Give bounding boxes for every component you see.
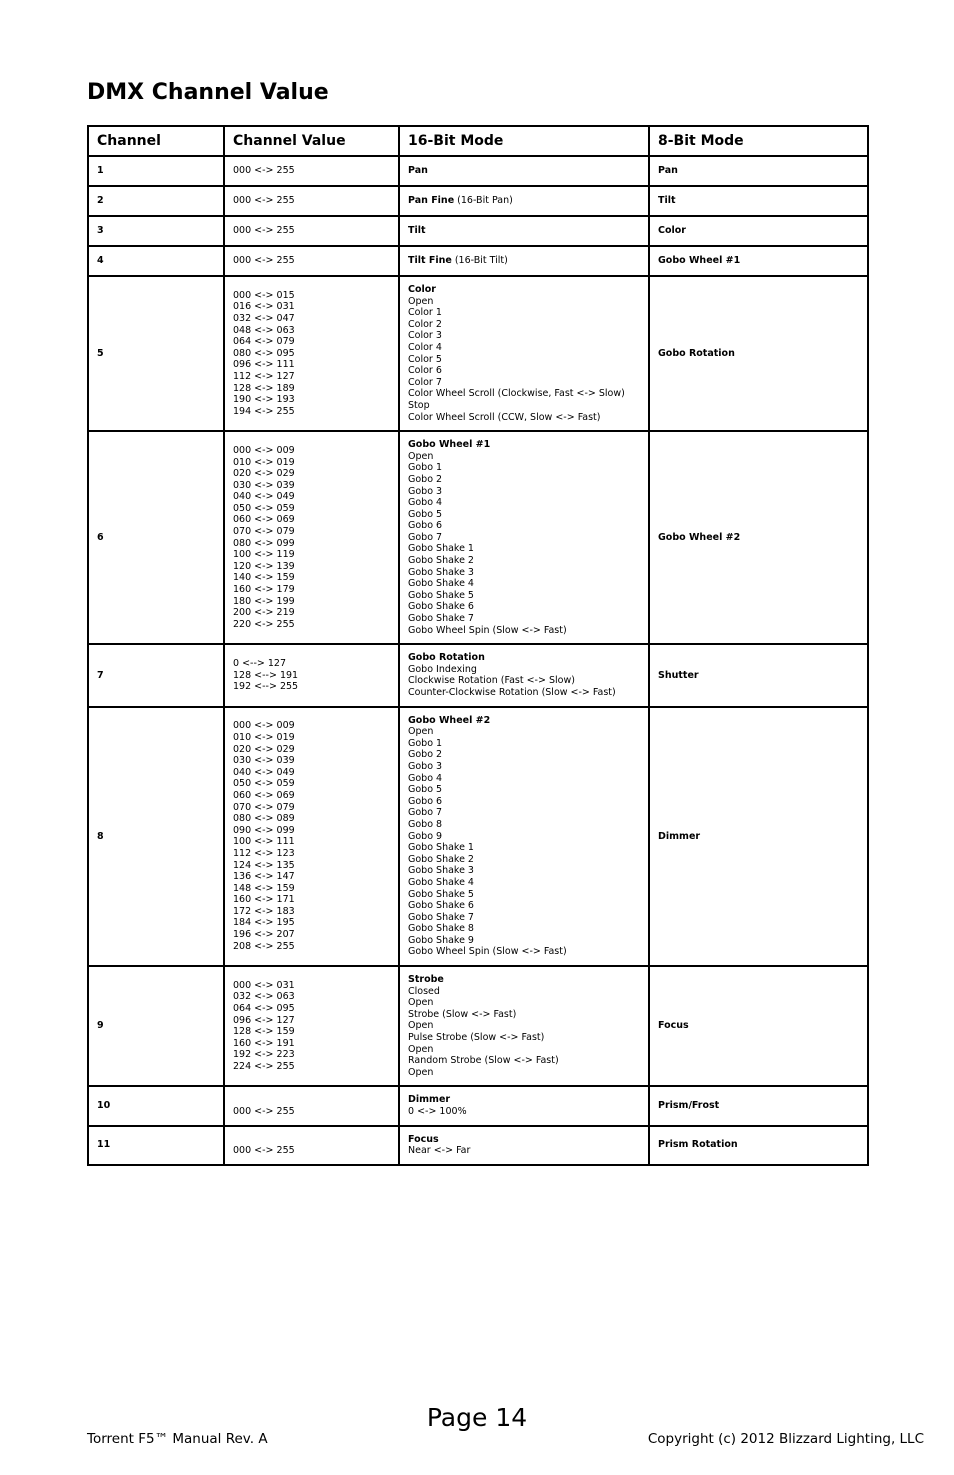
table-row [88,276,868,431]
mode-16bit-option: Gobo 4 [408,497,443,509]
table-body [88,156,868,1165]
channel-value-range: 208 <-> 255 [233,940,295,952]
mode-16bit-heading: Pan Fine [408,195,455,207]
table-row [88,644,868,706]
mode-16bit-heading: Tilt Fine [408,255,452,267]
channel-value-range: 070 <-> 079 [233,801,295,813]
mode-16bit-cell [399,1086,649,1125]
mode-16bit-cell [399,966,649,1086]
mode-16bit-option: Gobo 1 [408,462,443,474]
channel-value-range: 112 <-> 123 [233,847,295,859]
mode-16bit-option: Color Wheel Scroll (CCW, Slow <-> Fast) [408,411,601,423]
mode-16bit-note: (16-Bit Pan) [454,195,513,207]
mode-16bit-cell [399,1126,649,1165]
table-row [88,1086,868,1125]
channel-number-cell: 7 [88,644,224,706]
table-row [88,1126,868,1165]
channel-value-range: 096 <-> 111 [233,359,295,371]
channel-value-range: 032 <-> 063 [233,991,295,1003]
table-row [88,246,868,276]
mode-16bit-option: Gobo Shake 8 [408,923,474,935]
mode-16bit-option: Gobo Wheel Spin (Slow <-> Fast) [408,624,567,636]
channel-value-range: 064 <-> 079 [233,336,295,348]
channel-value-range: 192 <--> 255 [233,681,299,693]
mode-8bit-cell: Shutter [649,644,868,706]
channel-value-range: 000 <-> 031 [233,979,295,991]
mode-8bit-cell: Color [649,216,868,246]
mode-16bit-line [408,195,640,207]
mode-16bit-option: Gobo 7 [408,531,443,543]
mode-16bit-option: Color 1 [408,307,442,319]
channel-value-range: 080 <-> 089 [233,813,295,825]
channel-value-cell [224,186,399,216]
table-header-row [88,126,868,156]
channel-value-range: 128 <--> 191 [233,669,299,681]
channel-value-range: 196 <-> 207 [233,929,295,941]
mode-16bit-heading: Dimmer [408,1094,451,1106]
channel-number-cell: 10 [88,1086,224,1125]
channel-value-range: 220 <-> 255 [233,618,295,630]
mode-8bit-cell: Gobo Wheel #1 [649,246,868,276]
channel-value-range: 020 <-> 029 [233,468,295,480]
channel-value-cell [224,431,399,644]
channel-number-cell: 6 [88,431,224,644]
mode-16bit-option: Open [408,295,434,307]
mode-16bit-option: Gobo 6 [408,520,443,532]
channel-value-range: 064 <-> 095 [233,1003,295,1015]
mode-16bit-heading: Gobo Wheel #1 [408,439,491,451]
mode-16bit-option: Open [408,997,434,1009]
mode-16bit-option: Gobo Shake 4 [408,876,474,888]
channel-value-range: 194 <-> 255 [233,405,295,417]
mode-16bit-option: Color 6 [408,365,442,377]
channel-number-cell: 9 [88,966,224,1086]
channel-value-range: 060 <-> 069 [233,789,295,801]
mode-16bit-heading: Focus [408,1133,439,1145]
mode-16bit-note: (16-Bit Tilt) [451,255,508,267]
header-8bit-mode: 8-Bit Mode [649,126,868,156]
channel-value-range: 010 <-> 019 [233,731,295,743]
mode-8bit-cell: Tilt [649,186,868,216]
mode-16bit-option: Counter-Clockwise Rotation (Slow <-> Fast) [408,687,616,698]
channel-value-range: 090 <-> 099 [233,824,295,836]
channel-value-cell [224,707,399,966]
channel-value-range: 184 <-> 195 [233,917,295,929]
channel-value-range: 000 <-> 009 [233,720,295,732]
mode-16bit-option: Gobo Shake 5 [408,888,474,900]
mode-16bit-option: Open [408,450,434,462]
mode-16bit-option: Clockwise Rotation (Fast <-> Slow) [408,675,575,687]
mode-16bit-option: Gobo Shake 6 [408,601,474,613]
header-channel: Channel [88,126,224,156]
mode-16bit-option: Color 7 [408,376,442,388]
mode-16bit-option: Color 5 [408,353,442,365]
mode-16bit-option: Gobo 7 [408,807,443,819]
channel-value-range: 124 <-> 135 [233,859,295,871]
channel-value-range: 040 <-> 049 [233,491,295,503]
mode-16bit-option: Gobo Shake 6 [408,900,474,912]
mode-16bit-option: Gobo 3 [408,485,443,497]
channel-value-range: 032 <-> 047 [233,312,295,324]
mode-16bit-option: Gobo Shake 1 [408,543,474,555]
channel-value-range: 192 <-> 223 [233,1049,295,1061]
mode-16bit-cell [399,431,649,644]
mode-16bit-option: Gobo Shake 2 [408,853,474,865]
mode-16bit-line [408,225,640,237]
channel-number-cell: 8 [88,707,224,966]
mode-16bit-line [408,974,640,986]
mode-16bit-option: Gobo Shake 7 [408,911,474,923]
mode-16bit-option: 0 <-> 100% [408,1106,467,1117]
mode-16bit-heading: Gobo Rotation [408,652,485,664]
mode-16bit-option: Gobo 2 [408,749,443,761]
mode-16bit-option: Gobo Shake 7 [408,613,474,625]
mode-16bit-line [408,439,640,451]
channel-number-cell: 5 [88,276,224,431]
channel-value-range: 160 <-> 191 [233,1037,295,1049]
channel-value-range: 060 <-> 069 [233,514,295,526]
mode-16bit-option: Gobo 1 [408,737,443,749]
channel-value-range: 180 <-> 199 [233,595,295,607]
channel-value-range: 000 <-> 255 [233,255,295,267]
channel-value-range: 200 <-> 219 [233,607,295,619]
footer-manual-title: Torrent F5™ Manual Rev. A [87,1431,268,1447]
channel-value-range: 000 <-> 255 [233,195,295,207]
dmx-channel-table [87,125,869,1166]
channel-value-cell [224,966,399,1086]
channel-number-cell: 2 [88,186,224,216]
mode-16bit-option: Gobo 6 [408,795,443,807]
mode-16bit-line [408,255,640,267]
channel-number-cell: 4 [88,246,224,276]
table-row [88,216,868,246]
channel-value-range: 040 <-> 049 [233,766,295,778]
mode-16bit-option: Gobo 2 [408,473,443,485]
channel-value-range: 000 <-> 009 [233,444,295,456]
mode-16bit-option: Color 2 [408,318,442,330]
mode-8bit-cell: Gobo Rotation [649,276,868,431]
channel-value-range: 0 <--> 127 [233,658,286,670]
channel-value-range: 080 <-> 099 [233,537,295,549]
channel-value-range: 050 <-> 059 [233,502,295,514]
channel-value-cell [224,246,399,276]
mode-16bit-option: Gobo Shake 5 [408,589,474,601]
mode-16bit-line [408,1094,640,1106]
mode-16bit-option: Stop [408,399,430,411]
mode-16bit-cell [399,216,649,246]
mode-16bit-option: Gobo Shake 3 [408,865,474,877]
channel-value-range: 100 <-> 119 [233,549,295,561]
mode-16bit-option: Gobo Shake 9 [408,934,474,946]
mode-16bit-option: Gobo 9 [408,830,443,842]
mode-16bit-option: Open [408,1020,434,1032]
channel-value-cell [224,644,399,706]
table-row [88,431,868,644]
channel-value-cell [224,1126,399,1165]
mode-16bit-option: Near <-> Far [408,1145,471,1157]
mode-16bit-option: Gobo Shake 1 [408,842,474,854]
page-title: DMX Channel Value [87,80,329,105]
channel-value-range: 010 <-> 019 [233,456,295,468]
channel-value-range: 128 <-> 159 [233,1026,295,1038]
channel-value-range: 160 <-> 179 [233,584,295,596]
mode-16bit-line [408,284,640,296]
channel-number-cell: 1 [88,156,224,186]
table-row [88,156,868,186]
channel-value-range: 136 <-> 147 [233,871,295,883]
channel-value-range: 070 <-> 079 [233,526,295,538]
channel-value-range: 000 <-> 255 [233,225,295,237]
mode-16bit-cell [399,186,649,216]
channel-value-range: 016 <-> 031 [233,301,295,313]
page-number: Page 14 [426,1403,528,1432]
mode-8bit-cell: Pan [649,156,868,186]
channel-value-range: 112 <-> 127 [233,370,295,382]
mode-16bit-option: Random Strobe (Slow <-> Fast) [408,1055,559,1067]
mode-16bit-line [408,165,640,177]
mode-16bit-line [408,715,640,727]
channel-value-range: 172 <-> 183 [233,905,295,917]
mode-16bit-cell [399,276,649,431]
channel-value-range: 000 <-> 015 [233,289,295,301]
channel-value-range: 030 <-> 039 [233,479,295,491]
channel-value-range: 120 <-> 139 [233,560,295,572]
mode-16bit-line [408,1134,640,1146]
footer-copyright: Copyright (c) 2012 Blizzard Lighting, LLC [647,1431,924,1447]
mode-16bit-option: Gobo 5 [408,508,443,520]
mode-16bit-heading: Color [408,284,436,295]
mode-16bit-line [408,652,640,664]
mode-16bit-option: Gobo Wheel Spin (Slow <-> Fast) [408,946,567,958]
channel-value-cell [224,216,399,246]
channel-number-cell: 11 [88,1126,224,1165]
channel-value-range: 224 <-> 255 [233,1061,295,1073]
header-16bit-mode: 16-Bit Mode [399,126,649,156]
channel-value-range: 190 <-> 193 [233,394,295,406]
channel-value-range: 050 <-> 059 [233,778,295,790]
mode-16bit-option: Color 3 [408,330,442,342]
mode-16bit-heading: Strobe [408,974,444,986]
mode-16bit-option: Gobo Shake 2 [408,555,474,567]
mode-16bit-option: Open [408,1043,434,1055]
channel-value-range: 128 <-> 189 [233,382,295,394]
mode-16bit-option: Open [408,1066,434,1078]
channel-value-cell [224,1086,399,1125]
table-row [88,186,868,216]
channel-value-range: 080 <-> 095 [233,347,295,359]
channel-value-range: 000 <-> 255 [233,165,295,177]
channel-value-range: 100 <-> 111 [233,836,295,848]
channel-value-range: 096 <-> 127 [233,1014,295,1026]
mode-16bit-heading: Tilt [408,225,426,237]
channel-value-range: 030 <-> 039 [233,755,295,767]
channel-value-range: 000 <-> 255 [233,1106,295,1117]
mode-8bit-cell: Focus [649,966,868,1086]
channel-value-range: 140 <-> 159 [233,572,295,584]
channel-value-range: 020 <-> 029 [233,743,295,755]
mode-16bit-option: Gobo Indexing [408,663,477,675]
channel-value-cell [224,276,399,431]
mode-16bit-option: Gobo 4 [408,772,443,784]
channel-value-range: 000 <-> 255 [233,1145,295,1157]
mode-16bit-option: Color Wheel Scroll (Clockwise, Fast <-> Slow) [408,388,625,400]
mode-8bit-cell: Prism Rotation [649,1126,868,1165]
header-channel-value: Channel Value [224,126,399,156]
mode-16bit-option: Color 4 [408,341,442,353]
mode-16bit-option: Gobo 5 [408,784,443,796]
mode-16bit-cell [399,156,649,186]
mode-8bit-cell: Prism/Frost [649,1086,868,1125]
channel-value-range: 148 <-> 159 [233,882,295,894]
mode-16bit-cell [399,246,649,276]
mode-8bit-cell: Gobo Wheel #2 [649,431,868,644]
mode-16bit-cell [399,707,649,966]
mode-16bit-option: Gobo 8 [408,818,443,830]
mode-16bit-cell [399,644,649,706]
mode-16bit-option: Gobo Shake 3 [408,566,474,578]
channel-value-range: 160 <-> 171 [233,894,295,906]
channel-value-cell [224,156,399,186]
mode-16bit-heading: Pan [408,165,428,177]
mode-16bit-option: Pulse Strobe (Slow <-> Fast) [408,1032,545,1044]
mode-16bit-option: Gobo 3 [408,760,443,772]
table-row [88,966,868,1086]
channel-value-range: 048 <-> 063 [233,324,295,336]
table-row [88,707,868,966]
mode-16bit-option: Gobo Shake 4 [408,578,474,590]
mode-8bit-cell: Dimmer [649,707,868,966]
mode-16bit-option: Strobe (Slow <-> Fast) [408,1008,517,1020]
channel-number-cell: 3 [88,216,224,246]
mode-16bit-heading: Gobo Wheel #2 [408,714,491,726]
mode-16bit-option: Open [408,726,434,738]
mode-16bit-option: Closed [408,985,440,997]
